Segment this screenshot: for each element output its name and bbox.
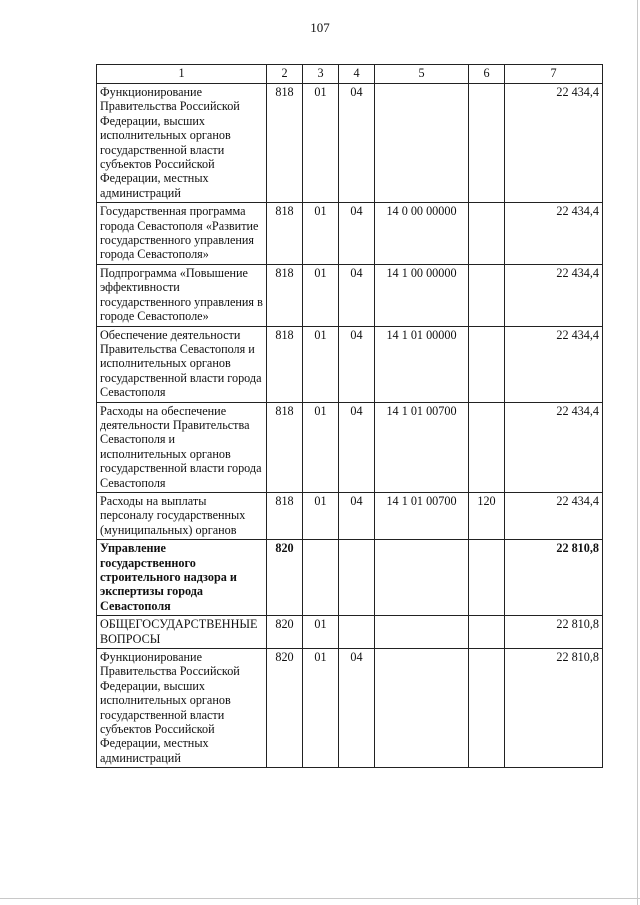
table-row: [97, 492, 603, 539]
expense-type-code: [469, 402, 505, 492]
target-article-code: [375, 649, 469, 768]
column-header: 7: [505, 65, 603, 84]
amount: 22 434,4: [505, 402, 603, 492]
row-name: Государственная программа города Севастополя «Развитие государственного управления города Севастополя»: [97, 203, 267, 265]
column-header: 6: [469, 65, 505, 84]
expense-type-code: 120: [469, 492, 505, 539]
scan-edge-bottom: [0, 898, 640, 899]
expense-type-code: [469, 649, 505, 768]
ministry-code: 820: [267, 649, 303, 768]
subsection-code: [339, 616, 375, 649]
ministry-code: 818: [267, 264, 303, 326]
ministry-code: 818: [267, 402, 303, 492]
table-row: [97, 402, 603, 492]
target-article-code: 14 0 00 00000: [375, 203, 469, 265]
table-row: [97, 649, 603, 768]
section-code: 01: [303, 649, 339, 768]
amount: 22 810,8: [505, 540, 603, 616]
ministry-code: 818: [267, 326, 303, 402]
target-article-code: 14 1 01 00000: [375, 326, 469, 402]
section-code: [303, 540, 339, 616]
section-code: 01: [303, 84, 339, 203]
column-header: 5: [375, 65, 469, 84]
row-name: Функционирование Правительства Российской Федерации, высших исполнительных органов государственной власти субъектов Российской Федерации, местных администраций: [97, 649, 267, 768]
target-article-code: [375, 84, 469, 203]
table-row: [97, 264, 603, 326]
section-code: 01: [303, 326, 339, 402]
expense-type-code: [469, 264, 505, 326]
table-row: [97, 540, 603, 616]
row-name: Функционирование Правительства Российской Федерации, высших исполнительных органов государственной власти субъектов Российской Федерации, местных администраций: [97, 84, 267, 203]
column-header: 4: [339, 65, 375, 84]
subsection-code: 04: [339, 402, 375, 492]
row-name: Обеспечение деятельности Правительства Севастополя и исполнительных органов государственной власти города Севастополя: [97, 326, 267, 402]
section-code: 01: [303, 203, 339, 265]
target-article-code: 14 1 01 00700: [375, 402, 469, 492]
amount: 22 434,4: [505, 492, 603, 539]
section-code: 01: [303, 616, 339, 649]
subsection-code: [339, 540, 375, 616]
target-article-code: 14 1 01 00700: [375, 492, 469, 539]
row-name: Расходы на обеспечение деятельности Правительства Севастополя и исполнительных органов государственной власти города Севастополя: [97, 402, 267, 492]
target-article-code: [375, 540, 469, 616]
subsection-code: 04: [339, 492, 375, 539]
amount: 22 434,4: [505, 326, 603, 402]
section-code: 01: [303, 402, 339, 492]
amount: 22 434,4: [505, 84, 603, 203]
ministry-code: 818: [267, 84, 303, 203]
expense-type-code: [469, 616, 505, 649]
scan-edge-right: [637, 0, 638, 905]
column-header: 1: [97, 65, 267, 84]
expense-type-code: [469, 540, 505, 616]
row-name: Управление государственного строительного надзора и экспертизы города Севастополя: [97, 540, 267, 616]
ministry-code: 820: [267, 616, 303, 649]
ministry-code: 820: [267, 540, 303, 616]
table-row: [97, 616, 603, 649]
ministry-code: 818: [267, 203, 303, 265]
expense-type-code: [469, 84, 505, 203]
expense-type-code: [469, 326, 505, 402]
amount: 22 434,4: [505, 203, 603, 265]
target-article-code: 14 1 00 00000: [375, 264, 469, 326]
table-row: [97, 326, 603, 402]
amount: 22 434,4: [505, 264, 603, 326]
section-code: 01: [303, 264, 339, 326]
table-row: [97, 203, 603, 265]
ministry-code: 818: [267, 492, 303, 539]
amount: 22 810,8: [505, 649, 603, 768]
subsection-code: 04: [339, 84, 375, 203]
amount: 22 810,8: [505, 616, 603, 649]
subsection-code: 04: [339, 326, 375, 402]
subsection-code: 04: [339, 203, 375, 265]
header-row: [97, 65, 603, 84]
page-number: 107: [310, 20, 330, 35]
column-header: 2: [267, 65, 303, 84]
budget-table: [96, 64, 603, 768]
subsection-code: 04: [339, 649, 375, 768]
table-row: [97, 84, 603, 203]
row-name: ОБЩЕГОСУДАРСТВЕННЫЕ ВОПРОСЫ: [97, 616, 267, 649]
expense-type-code: [469, 203, 505, 265]
subsection-code: 04: [339, 264, 375, 326]
column-header: 3: [303, 65, 339, 84]
target-article-code: [375, 616, 469, 649]
section-code: 01: [303, 492, 339, 539]
row-name: Расходы на выплаты персоналу государственных (муниципальных) органов: [97, 492, 267, 539]
row-name: Подпрограмма «Повышение эффективности государственного управления в городе Севастополе»: [97, 264, 267, 326]
